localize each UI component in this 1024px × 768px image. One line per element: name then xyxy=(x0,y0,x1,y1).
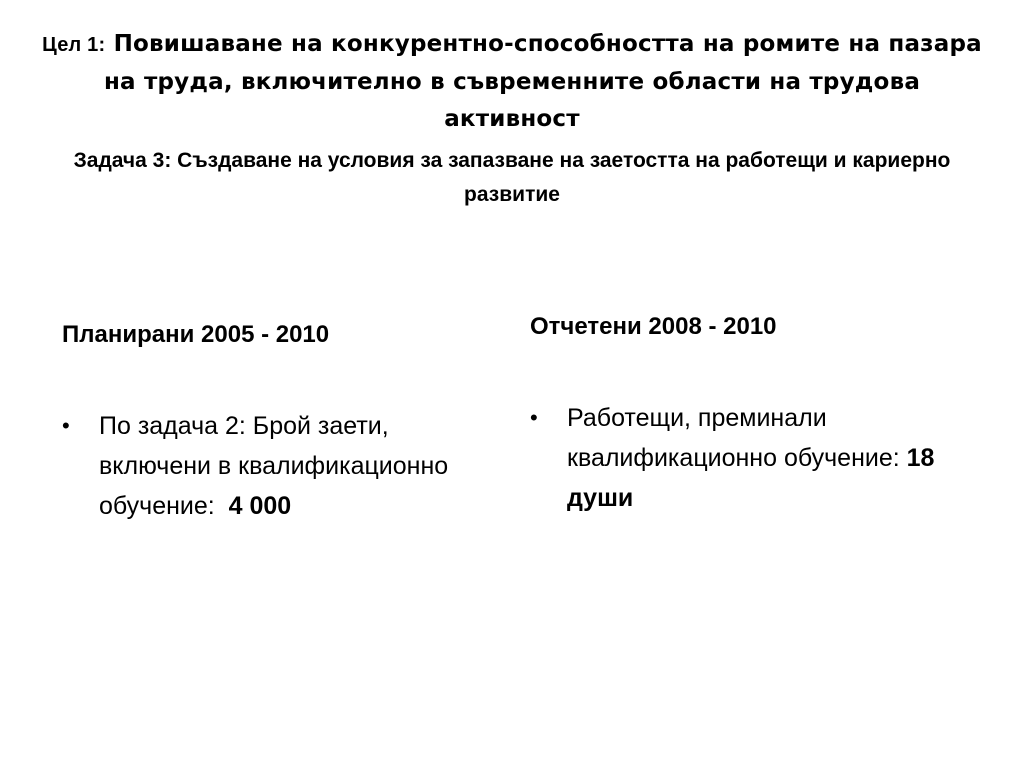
goal-text: Повишаване на конкурентно-способността на ромите на пазара на труда, включително в съвременните области на трудова активност xyxy=(103,31,982,132)
slide-title xyxy=(40,26,984,212)
reported-bullet-text-wrap xyxy=(567,398,950,518)
reported-column xyxy=(530,310,950,518)
planned-bullet-text: По задача 2: Брой заети, включени в квалификационно обучение: xyxy=(99,412,449,520)
planned-heading: Планирани 2005 - 2010 xyxy=(62,321,330,348)
reported-bullet-item xyxy=(530,398,950,518)
task-prefix: Задача 3: xyxy=(73,149,172,172)
bullet-icon: • xyxy=(530,405,538,430)
reported-bullet-text: Работещи, преминали квалификационно обучение: xyxy=(567,404,900,472)
planned-bullet-value: 4 000 xyxy=(228,492,292,520)
goal-prefix: Цел 1: xyxy=(42,34,106,56)
goal-heading xyxy=(40,26,984,138)
reported-bullet-value: 18 души xyxy=(567,444,935,512)
bullet-icon: • xyxy=(62,413,70,438)
task-text: Създаване на условия за запазване на заетостта на работещи и кариерно развитие xyxy=(177,149,951,206)
planned-bullet-text-wrap xyxy=(99,406,482,526)
reported-heading: Отчетени 2008 - 2010 xyxy=(530,313,777,340)
planned-bullet-item xyxy=(62,406,482,526)
task-heading xyxy=(40,144,984,212)
planned-column xyxy=(62,318,482,526)
